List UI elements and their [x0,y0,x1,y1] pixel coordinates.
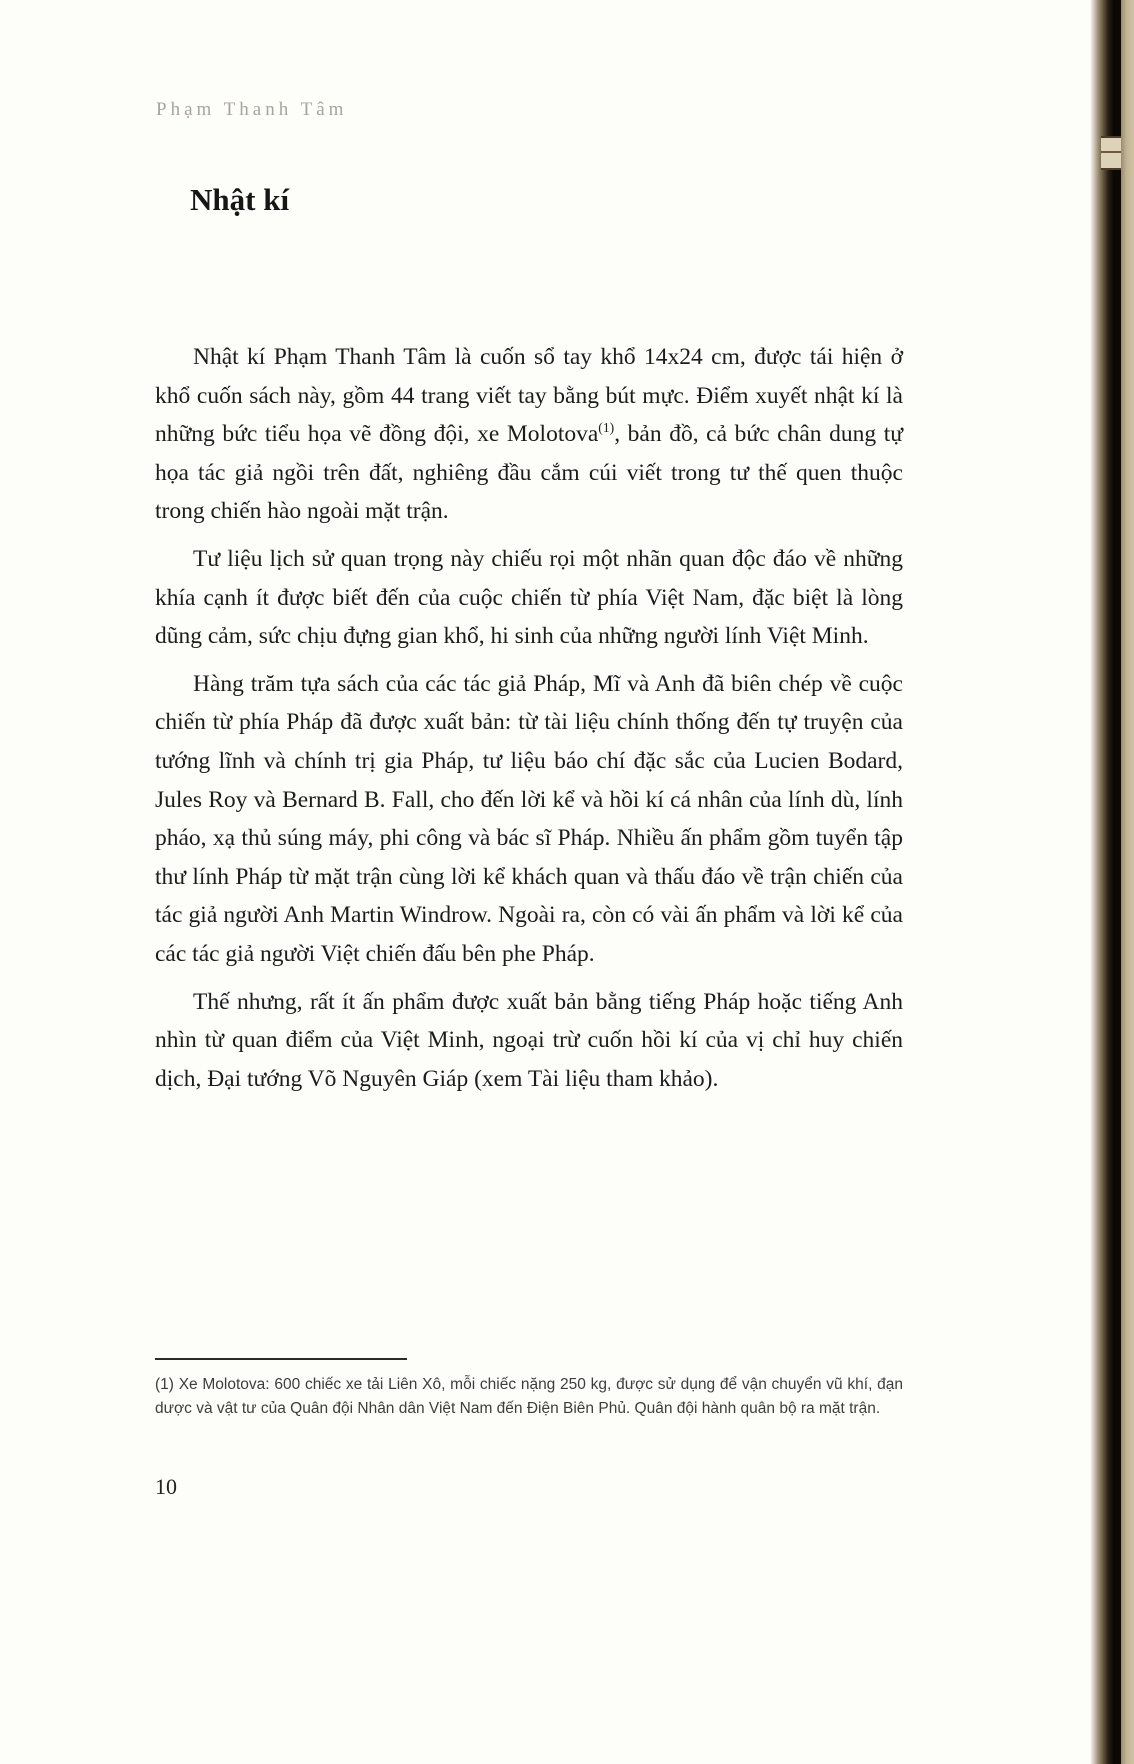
book-edge-page-corner [1101,136,1121,170]
footnote-area [155,1358,903,1421]
paragraph-4: Thế nhưng, rất ít ấn phẩm được xuất bản bằng tiếng Pháp hoặc tiếng Anh nhìn từ quan điểm của Việt Minh, ngoại trừ cuốn hồi kí của vị chỉ huy chiến dịch, Đại tướng Võ Nguyên Giáp (xem Tài liệu tham khảo). [155,988,903,1092]
book-edge-scan-artifact [1090,0,1134,1764]
paragraph-1-text-before-footnote-ref: Nhật kí Phạm Thanh Tâm là cuốn sổ tay khổ 14x24 cm, được tái hiện ở khổ cuốn sách này, gồm 44 trang viết tay bằng bút mực. Điểm xuyết nhật kí là những bức tiểu họa vẽ đồng đội, xe Molotova [155,344,903,448]
page-number: 10 [155,1474,177,1499]
body-text [155,338,903,1107]
book-edge-shadow [1090,0,1121,1764]
paragraph-2: Tư liệu lịch sử quan trọng này chiếu rọi một nhãn quan độc đáo về những khía cạnh ít được biết đến của cuộc chiến từ phía Việt Nam, đặc biệt là lòng dũng cảm, sức chịu đựng gian khổ, hi sinh của những người lính Việt Minh. [155,545,903,650]
running-header: Phạm Thanh Tâm [156,99,348,120]
paragraph-3: Hàng trăm tựa sách của các tác giả Pháp, Mĩ và Anh đã biên chép về cuộc chiến từ phía Pháp đã được xuất bản: từ tài liệu chính thống đến tự truyện của tướng lĩnh và chính trị gia Pháp, tư liệu báo chí đặc sắc của Lucien Bodard, Jules Roy và Bernard B. Fall, cho đến lời kể và hồi kí cá nhân của lính dù, lính pháo, xạ thủ súng máy, phi công và bác sĩ Pháp. Nhiều ấn phẩm gồm tuyển tập thư lính Pháp từ mặt trận cùng lời kể khách quan và thấu đáo về trận chiến của tác giả người Anh Martin Windrow. Ngoài ra, còn có vài ấn phẩm và lời kể của các tác giả người Việt chiến đấu bên phe Pháp. [155,670,903,967]
footnote-text: (1) Xe Molotova: 600 chiếc xe tải Liên Xô, mỗi chiếc nặng 250 kg, được sử dụng để vận chuyển vũ khí, đạn dược và vật tư của Quân đội Nhân dân Việt Nam đến Điện Biên Phủ. Quân đội hành quân bộ ra mặt trận. [155,1376,903,1417]
paragraph-1 [155,338,903,531]
footnote-divider [155,1358,407,1360]
book-edge-page-corner-line [1101,151,1121,153]
chapter-title: Nhật kí [190,182,290,217]
book-edge-paper-strip [1121,0,1134,1764]
footnote-reference-marker: (1) [598,420,615,436]
paragraph-1-text-after-footnote-ref: , bản đồ, cả bức chân dung tự họa tác giả ngồi trên đất, nghiêng đầu cắm cúi viết trong tư thế quen thuộc trong chiến hào ngoài mặt trận. [155,421,903,525]
